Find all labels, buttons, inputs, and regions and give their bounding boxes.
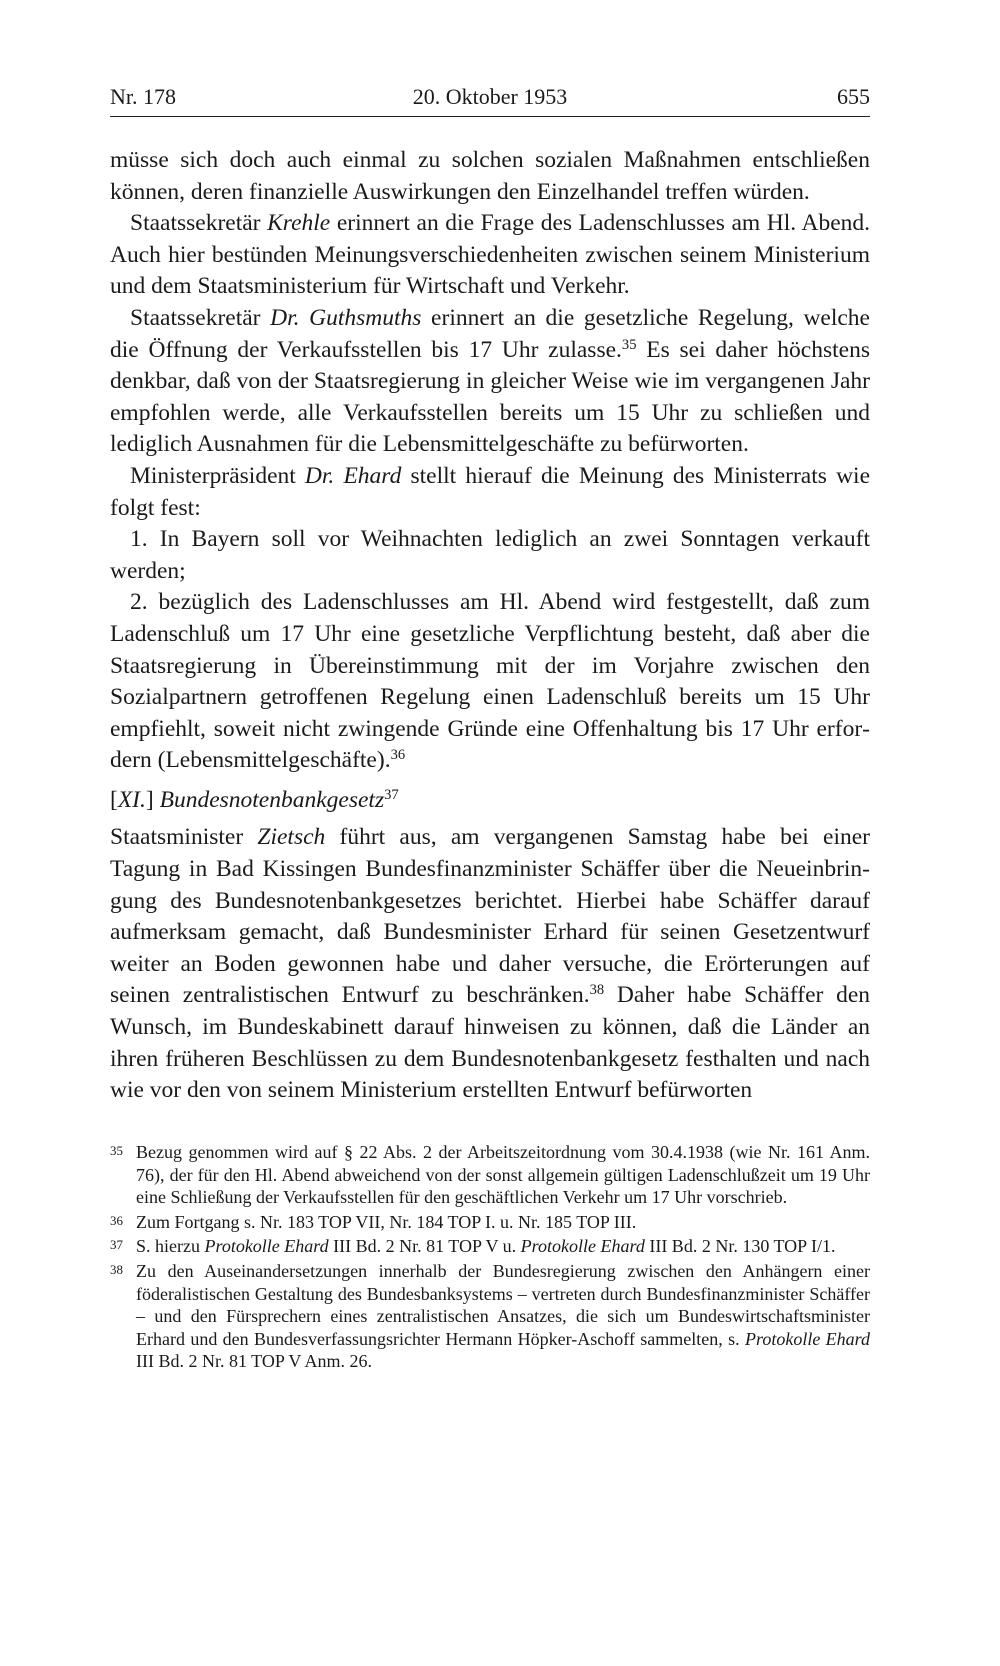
footnotes <box>110 1141 870 1375</box>
footnote-number: 38 <box>110 1261 123 1277</box>
paragraph-3: Staatssekretär Dr. Guthsmuths erinnert an die gesetzliche Regelung, welche die Öffnung der Verkaufsstellen bis 17 Uhr zulasse.$^{35}$ Es sei daher höchstens denkbar, daß von der Staatsregierung in gleicher Weise wie im vergangenen Jahr empfohlen werde, alle Verkaufsstellen bereits um 15 Uhr zu schließen und lediglich Ausnahmen für die Lebensmittelgeschäfte zu befürworten. <box>110 304 870 458</box>
document-number: Nr. 178 <box>110 84 176 109</box>
footnote-ref-35[interactable]: 35 <box>621 336 637 353</box>
footnote-ref-36[interactable]: 36 <box>390 747 406 764</box>
paragraph-4: Ministerpräsident Dr. Ehard stellt hierauf die Meinung des Ministerrats wie folgt fest: <box>110 462 870 521</box>
footnote-text: Bezug genommen wird auf § 22 Abs. 2 der Arbeitszeitordnung vom 30.4.1938 (wie Nr. 161 Anm. 76), der für den Hl. Abend abweichend von der sonst allgemein gültigen Ladenschlußzeit um 19 Uhr eine Schließung der Verkaufsstellen für den geschäftlichen Verkehr um 17 Uhr vorschrieb. <box>136 1142 870 1208</box>
section-title: Bundesnotenbankgesetz <box>159 786 385 813</box>
section-heading: [XI.] Bundesnotenbankgesetz$^{37}$ <box>110 786 399 813</box>
speaker-name: Krehle <box>267 210 331 237</box>
paragraph-7: Staatsminister Zietsch führt aus, am vergangenen Samstag habe bei einer Tagung in Bad Kissingen Bundesfinanzminister Schäffer über die Neueinbringung des Bundesnotenbankgesetzes berichtet. Hierbei habe Schäffer darauf aufmerksam gemacht, daß Bundesminister Erhard für seinen Gesetzentwurf weiter an Boden gewonnen habe und daher versuche, die Erörterungen auf seinen zentralistischen Entwurf zu beschränken.$^{38}$ Daher habe Schäffer den Wunsch, im Bundeskabinett darauf hinweisen zu können, daß die Länder an ihren früheren Beschlüssen zu dem Bundesnotenbankgesetz festhalten und nach wie vor den von seinem Ministerium erstellten Entwurf befürworten <box>110 824 870 1104</box>
citation: Protokolle Ehard <box>520 1236 645 1257</box>
footnote-35 <box>110 1141 870 1209</box>
footnote-number: 35 <box>110 1143 123 1158</box>
footnote-text: Zum Fortgang s. Nr. 183 TOP VII, Nr. 184 TOP I. u. Nr. 185 TOP III. <box>136 1211 637 1232</box>
speaker-name: Dr. Ehard <box>304 462 402 489</box>
footnote-ref-37[interactable]: 37 <box>384 786 399 803</box>
footnote-number: 37 <box>110 1237 123 1253</box>
section-number: XI. <box>117 786 146 813</box>
paragraph-5: 1. In Bayern soll vor Weihnachten lediglich an zwei Sonntagen verkauft werden; <box>110 526 870 584</box>
header-date: 20. Oktober 1953 <box>412 84 568 109</box>
speaker-name: Zietsch <box>257 824 326 851</box>
footnote-ref-38[interactable]: 38 <box>589 982 605 999</box>
footnote-number: 36 <box>110 1212 123 1228</box>
speaker-name: Dr. Guthsmuths <box>270 304 422 331</box>
main-text <box>110 145 870 1107</box>
paragraph-2: Staatssekretär Krehle erinnert an die Frage des Ladenschlusses am Hl. Abend. Auch hier bestünden Meinungsverschiedenheiten zwischen seinem Ministerium und dem Staatsministerium für Wirtschaft und Verkehr. <box>110 210 870 300</box>
citation: Protokolle Ehard <box>745 1328 871 1349</box>
paragraph-6: 2. bezüglich des Ladenschlusses am Hl. Abend wird festgestellt, daß zum Ladenschluß um 17 Uhr eine gesetzliche Verpflichtung besteht, daß aber die Staatsregierung in Übereinstimmung mit der im Vorjahre zwischen den Sozialpartnern getroffenen Regelung einen Ladenschluß bereits um 15 Uhr empfiehlt, soweit nicht zwingende Gründe eine Offenhaltung bis 17 Uhr erfordern (Lebensmittelgeschäfte).$^{36}$ <box>110 589 870 774</box>
running-header <box>110 84 870 117</box>
citation: Protokolle Ehard <box>204 1236 329 1257</box>
footnote-37: 37 S. hierzu Protokolle Ehard III Bd. 2 Nr. 81 TOP V u. Protokolle Ehard III Bd. 2 Nr. 130 TOP I/1. <box>110 1236 836 1257</box>
footnote-38: 38 Zu den Auseinandersetzungen innerhalb der Bundesregierung zwischen den Anhängern einer föderalistischen Gestaltung des Bundesbanksystems – vertreten durch Bundesfinanzminister Schäffer – und den Fürsprechern eines zentralistischen Ansatzes, die sich um Bundeswirtschaftsminister Erhard und den Bundesverfassungsrichter Hermann Höpker-Aschoff sammelten, s. Protokolle Ehard III Bd. 2 Nr. 81 TOP V Anm. 26. <box>110 1260 871 1372</box>
page-number: 655 <box>837 84 870 109</box>
footnote-36 <box>110 1211 870 1234</box>
paragraph-1: müsse sich doch auch einmal zu solchen sozialen Maßnahmen entschließen können, deren finanzielle Auswirkungen den Einzelhandel treffen würden. <box>110 147 870 205</box>
